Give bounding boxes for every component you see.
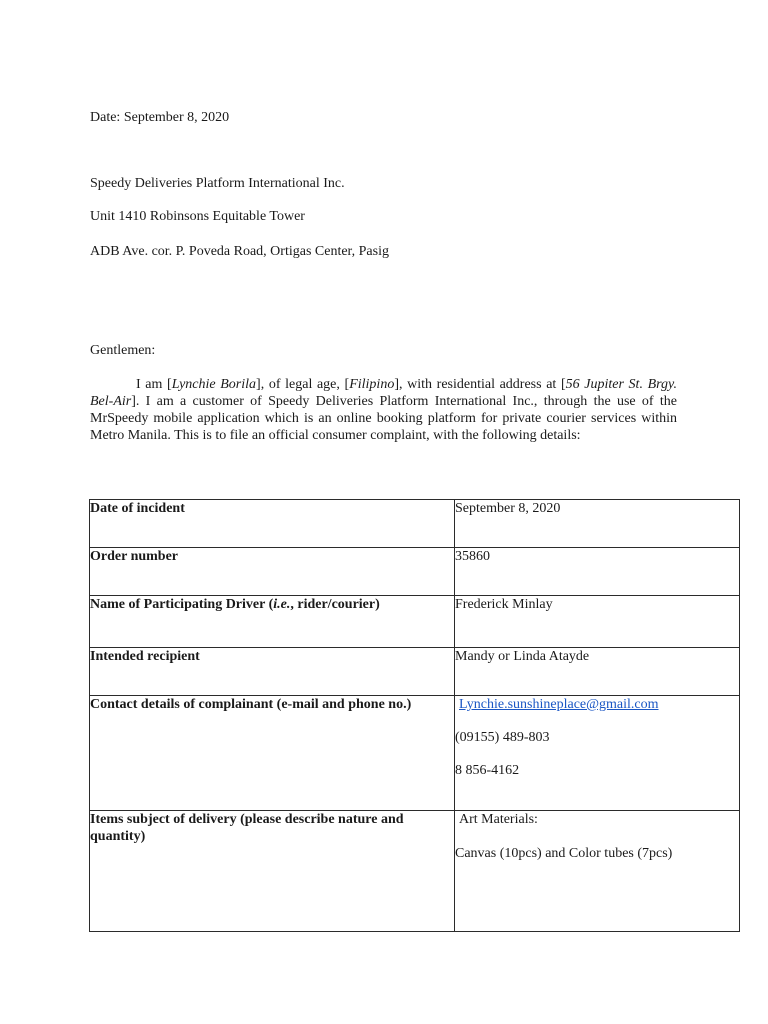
para-text-1: I am [: [136, 377, 172, 392]
recipient-address-line-1: Speedy Deliveries Platform International Inc.: [90, 176, 345, 191]
contact-details-value: [455, 696, 740, 811]
items-heading: Art Materials:: [459, 812, 538, 827]
complainant-phone-1: (09155) 489-803: [455, 730, 550, 745]
table-row: [90, 548, 740, 596]
driver-name-value: Frederick Minlay: [455, 596, 740, 648]
date-of-incident-value: September 8, 2020: [455, 500, 740, 548]
driver-label-part-2: , rider/courier): [290, 597, 380, 612]
incident-details-table: [89, 499, 740, 932]
recipient-address-line-2: Unit 1410 Robinsons Equitable Tower: [90, 209, 305, 224]
items-stack: [455, 811, 739, 862]
para-text-4: ]. I am a customer of Speedy Deliveries Platform International Inc., through the use of the MrSpeedy mobile application which is an online booking platform for private courier services within Metro Manila. This is to file an official consumer complaint, with the following details:: [90, 394, 677, 443]
table-row: [90, 596, 740, 648]
para-text-2: ], of legal age, [: [256, 377, 350, 392]
complainant-nationality: Filipino: [349, 377, 395, 392]
salutation: Gentlemen:: [90, 343, 156, 358]
intended-recipient-label: Intended recipient: [90, 648, 455, 696]
table-row: [90, 811, 740, 932]
recipient-address-line-3: ADB Ave. cor. P. Poveda Road, Ortigas Center, Pasig: [90, 244, 389, 259]
intended-recipient-value: Mandy or Linda Atayde: [455, 648, 740, 696]
table-row: [90, 500, 740, 548]
driver-label-part-1: Name of Participating Driver (: [90, 597, 274, 612]
complaint-paragraph: [90, 376, 677, 444]
items-subject-value: [455, 811, 740, 932]
complainant-phone-2: 8 856-4162: [455, 763, 520, 778]
complainant-email-link[interactable]: Lynchie.sunshineplace@gmail.com: [459, 697, 659, 712]
items-description: Canvas (10pcs) and Color tubes (7pcs): [455, 846, 673, 861]
table-row: [90, 648, 740, 696]
driver-name-label: [90, 596, 455, 648]
driver-label-ie: i.e.: [273, 597, 291, 612]
date-line: Date: September 8, 2020: [90, 110, 230, 125]
contact-details-label: Contact details of complainant (e-mail and phone no.): [90, 696, 455, 811]
items-subject-label: Items subject of delivery (please describe nature and quantity): [90, 811, 455, 932]
date-of-incident-label: Date of incident: [90, 500, 455, 548]
order-number-label: Order number: [90, 548, 455, 596]
table-row: [90, 696, 740, 811]
para-text-3: ], with residential address at [: [394, 377, 566, 392]
contact-details-stack: [455, 696, 739, 779]
complainant-address: 56 Jupiter St. Brgy. Bel-Air: [90, 377, 677, 409]
complainant-name: Lynchie Borila: [171, 377, 257, 392]
order-number-value: 35860: [455, 548, 740, 596]
